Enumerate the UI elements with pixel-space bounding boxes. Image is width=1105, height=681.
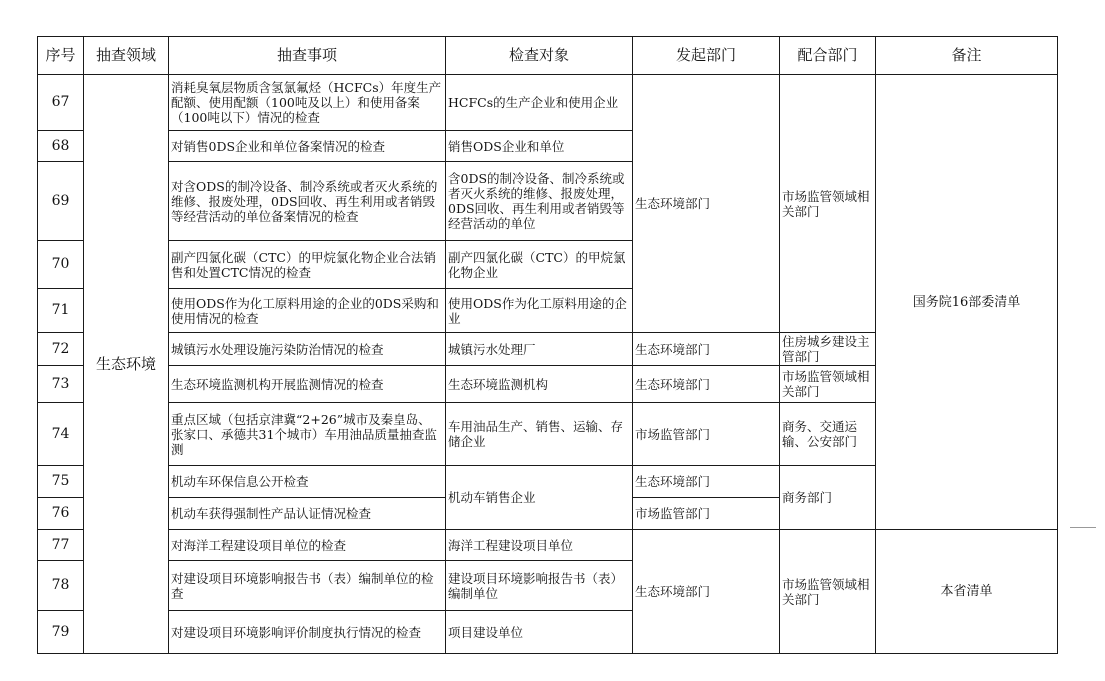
object-cell: 含0DS的制冷设备、制冷系统或者灭火系统的维修、报废处理，0DS回收、再生利用或者销毁等经营活动的单位 xyxy=(446,162,633,241)
object-cell: 副产四氯化碳（CTC）的甲烷氯化物企业 xyxy=(446,241,633,289)
object-cell: 生态环境监测机构 xyxy=(446,366,633,403)
item-cell: 对建设项目环境影响报告书（表）编制单位的检查 xyxy=(169,561,446,611)
row-number: 78 xyxy=(38,561,84,611)
row-number: 76 xyxy=(38,498,84,530)
col-header-area: 抽查领域 xyxy=(84,37,169,75)
dept-cell: 生态环境部门 xyxy=(633,466,780,498)
coop-cell: 住房城乡建设主管部门 xyxy=(780,333,876,366)
table-row xyxy=(38,530,1058,561)
header-row xyxy=(38,37,1058,75)
coop-cell: 市场监管领域相关部门 xyxy=(780,530,876,654)
dept-cell: 市场监管部门 xyxy=(633,498,780,530)
scan-mark xyxy=(1070,527,1096,528)
object-cell: HCFCs的生产企业和使用企业 xyxy=(446,75,633,131)
item-cell: 副产四氯化碳（CTC）的甲烷氯化物企业合法销售和处置CTC情况的检查 xyxy=(169,241,446,289)
col-header-note: 备注 xyxy=(876,37,1058,75)
item-cell: 机动车获得强制性产品认证情况检查 xyxy=(169,498,446,530)
col-header-dept: 发起部门 xyxy=(633,37,780,75)
item-cell: 对含ODS的制冷设备、制冷系统或者灭火系统的维修、报废处理，0DS回收、再生利用或者销毁等经营活动的单位备案情况的检查 xyxy=(169,162,446,241)
object-cell: 海洋工程建设项目单位 xyxy=(446,530,633,561)
dept-cell: 生态环境部门 xyxy=(633,366,780,403)
col-header-object: 检查对象 xyxy=(446,37,633,75)
item-cell: 对建设项目环境影响评价制度执行情况的检查 xyxy=(169,611,446,654)
dept-cell: 生态环境部门 xyxy=(633,75,780,333)
item-cell: 生态环境监测机构开展监测情况的检查 xyxy=(169,366,446,403)
col-header-coop: 配合部门 xyxy=(780,37,876,75)
row-number: 68 xyxy=(38,131,84,162)
coop-cell: 市场监管领域相关部门 xyxy=(780,75,876,333)
item-cell: 对海洋工程建设项目单位的检查 xyxy=(169,530,446,561)
coop-cell: 商务部门 xyxy=(780,466,876,530)
row-number: 69 xyxy=(38,162,84,241)
object-cell: 建设项目环境影响报告书（表）编制单位 xyxy=(446,561,633,611)
dept-cell: 生态环境部门 xyxy=(633,333,780,366)
coop-cell: 商务、交通运输、公安部门 xyxy=(780,403,876,466)
item-cell: 重点区域（包括京津冀“2+26”城市及秦皇岛、张家口、承德共31个城市）车用油品质量抽查监测 xyxy=(169,403,446,466)
col-header-item: 抽查事项 xyxy=(169,37,446,75)
item-cell: 消耗臭氧层物质含氢氯氟烃（HCFCs）年度生产配额、使用配额（100吨及以上）和使用备案（100吨以下）情况的检查 xyxy=(169,75,446,131)
area-cell: 生态环境 xyxy=(84,75,169,654)
row-number: 70 xyxy=(38,241,84,289)
coop-cell: 市场监管领域相关部门 xyxy=(780,366,876,403)
dept-cell: 市场监管部门 xyxy=(633,403,780,466)
row-number: 75 xyxy=(38,466,84,498)
note-cell: 本省清单 xyxy=(876,530,1058,654)
object-cell: 城镇污水处理厂 xyxy=(446,333,633,366)
col-header-no: 序号 xyxy=(38,37,84,75)
row-number: 71 xyxy=(38,289,84,333)
inspection-table xyxy=(37,36,1058,654)
item-cell: 对销售0DS企业和单位备案情况的检查 xyxy=(169,131,446,162)
note-cell: 国务院16部委清单 xyxy=(876,75,1058,530)
row-number: 74 xyxy=(38,403,84,466)
object-cell: 销售ODS企业和单位 xyxy=(446,131,633,162)
row-number: 72 xyxy=(38,333,84,366)
item-cell: 使用ODS作为化工原料用途的企业的0DS采购和使用情况的检查 xyxy=(169,289,446,333)
object-cell: 使用ODS作为化工原料用途的企业 xyxy=(446,289,633,333)
table-row xyxy=(38,75,1058,131)
row-number: 79 xyxy=(38,611,84,654)
object-cell: 车用油品生产、销售、运输、存储企业 xyxy=(446,403,633,466)
row-number: 67 xyxy=(38,75,84,131)
item-cell: 城镇污水处理设施污染防治情况的检查 xyxy=(169,333,446,366)
object-cell: 机动车销售企业 xyxy=(446,466,633,530)
row-number: 77 xyxy=(38,530,84,561)
object-cell: 项目建设单位 xyxy=(446,611,633,654)
dept-cell: 生态环境部门 xyxy=(633,530,780,654)
item-cell: 机动车环保信息公开检查 xyxy=(169,466,446,498)
row-number: 73 xyxy=(38,366,84,403)
